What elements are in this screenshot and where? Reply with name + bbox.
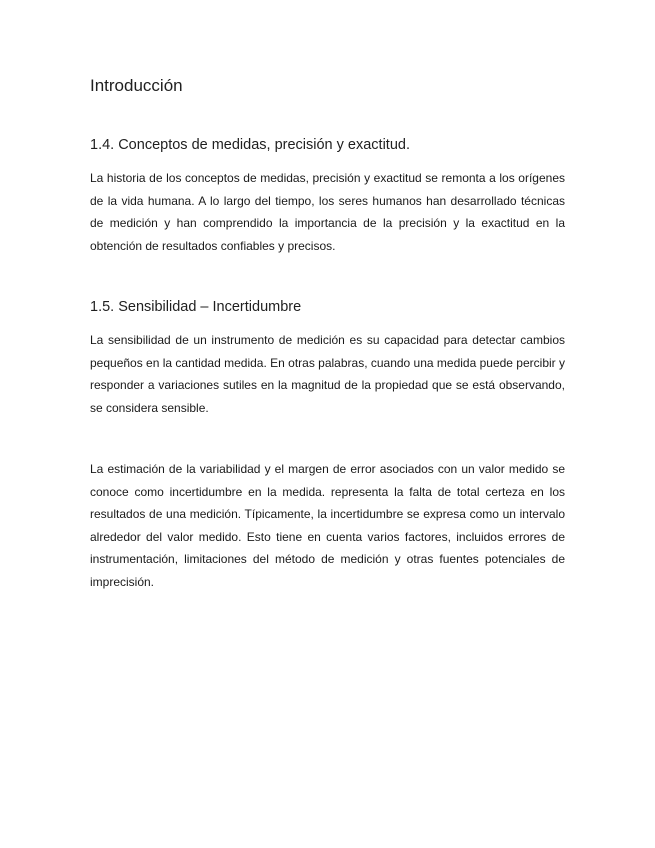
document-title: Introducción — [90, 76, 183, 95]
section-heading-conceptos: 1.4. Conceptos de medidas, precisión y exactitud. — [90, 137, 410, 153]
paragraph-historia: La historia de los conceptos de medidas, precisión y exactitud se remonta a los orígenes de la vida humana. A lo largo del tiempo, los seres humanos han desarrollado técnicas de medición y han comprendido la importancia de la precisión y la exactitud en la obtención de resultados confiables y precisos. — [90, 171, 565, 253]
section-heading-sensibilidad: 1.5. Sensibilidad – Incertidumbre — [90, 299, 302, 315]
paragraph-sensibilidad: La sensibilidad de un instrumento de medición es su capacidad para detectar cambios pequeños en la cantidad medida. En otras palabras, cuando una medida puede percibir y responder a variaciones sutiles en la magnitud de la propiedad que se está observando, se considera sensible. — [90, 333, 565, 415]
paragraph-incertidumbre: La estimación de la variabilidad y el margen de error asociados con un valor medido se conoce como incertidumbre en la medida. representa la falta de total certeza en los resultados de una medición. Típicamente, la incertidumbre se expresa como un intervalo alrededor del valor medido. Esto tiene en cuenta varios factores, incluidos errores de instrumentación, limitaciones del método de medición y otras fuentes potenciales de imprecisión. — [90, 462, 565, 589]
